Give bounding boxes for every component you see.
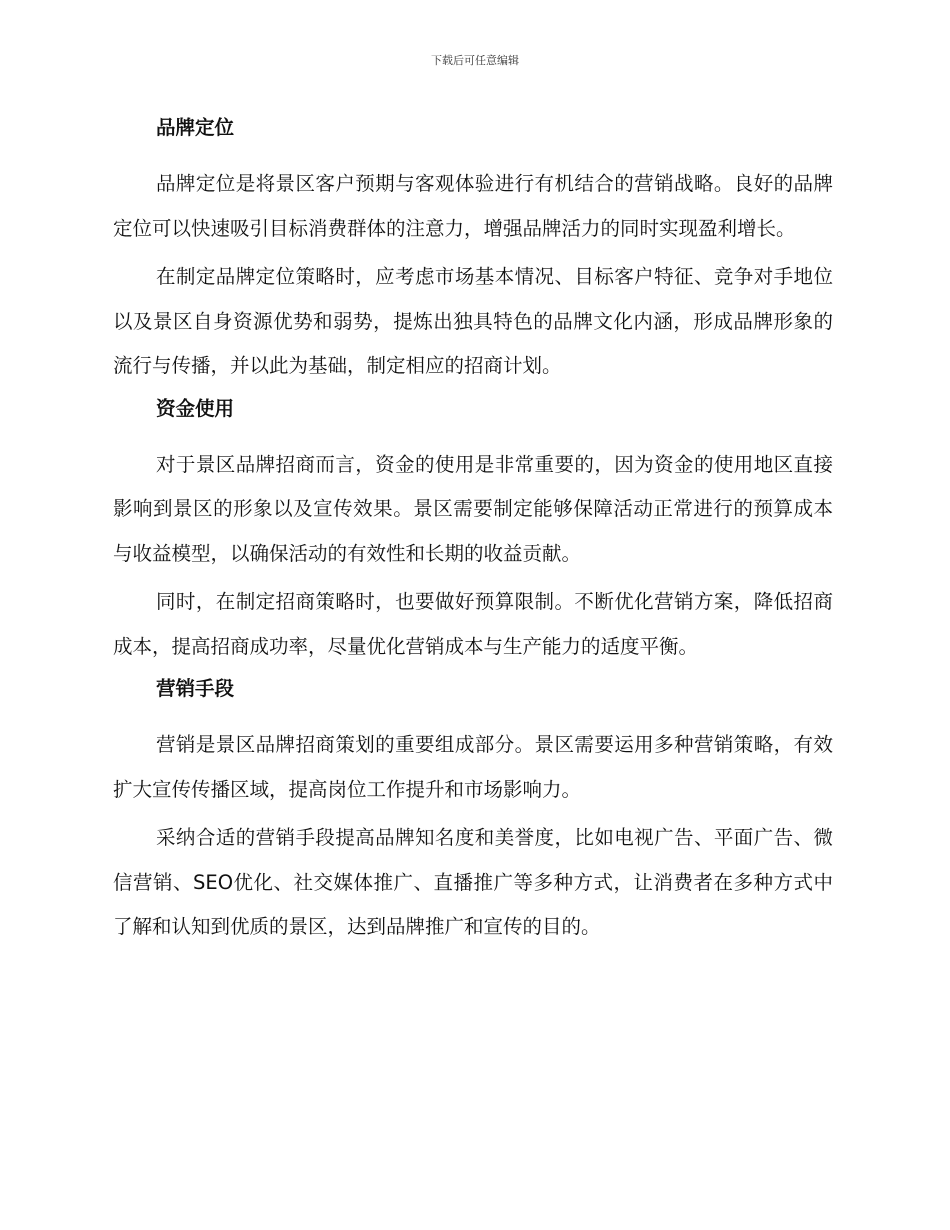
paragraph: 在制定品牌定位策略时，应考虑市场基本情况、目标客户特征、竞争对手地位以及景区自身资源优势和弱势，提炼出独具特色的品牌文化内涵，形成品牌形象的流行与传播，并以此为基础，制定相应的招商计划。 xyxy=(113,265,833,377)
paragraph: 品牌定位是将景区客户预期与客观体验进行有机结合的营销战略。良好的品牌定位可以快速吸引目标消费群体的注意力，增强品牌活力的同时实现盈利增长。 xyxy=(113,172,833,240)
paragraph: 同时，在制定招商策略时，也要做好预算限制。不断优化营销方案，降低招商成本，提高招商成功率，尽量优化营销成本与生产能力的适度平衡。 xyxy=(113,590,833,658)
section-heading: 营销手段 xyxy=(156,677,235,700)
section-heading: 资金使用 xyxy=(156,396,235,420)
document-body xyxy=(113,112,833,954)
paragraph: 采纳合适的营销手段提高品牌知名度和美誉度，比如电视广告、平面广告、微信营销、SEO优化、社交媒体推广、直播推广等多种方式，让消费者在多种方式中了解和认知到优质的景区，达到品牌推广和宣传的目的。 xyxy=(113,826,833,938)
paragraph: 营销是景区品牌招商策划的重要组成部分。景区需要运用多种营销策略，有效扩大宣传传播区域，提高岗位工作提升和市场影响力。 xyxy=(113,733,833,801)
section-marketing-methods xyxy=(113,673,833,950)
paragraph: 对于景区品牌招商而言，资金的使用是非常重要的，因为资金的使用地区直接影响到景区的形象以及宣传效果。景区需要制定能够保障活动正常进行的预算成本与收益模型，以确保活动的有效性和长期的收益贡献。 xyxy=(113,452,833,565)
page-header: 下载后可任意编辑 xyxy=(431,54,519,67)
section-brand-positioning xyxy=(113,112,833,389)
section-heading: 品牌定位 xyxy=(156,116,235,139)
section-fund-usage xyxy=(113,393,833,670)
